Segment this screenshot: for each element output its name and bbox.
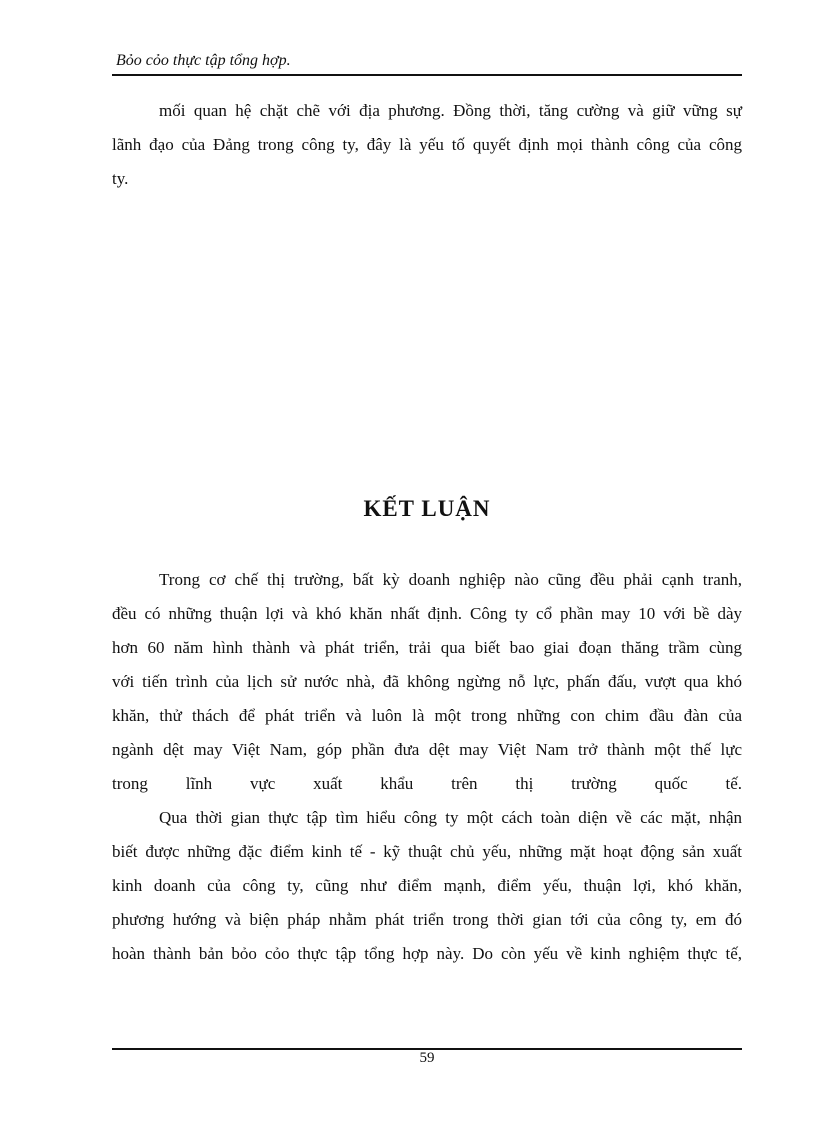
text-line: mối quan hệ chặt chẽ với địa phương. Đồng thời, tăng cường và giữ vững sự [159,101,742,120]
section-title: KẾT LUẬN [363,496,491,521]
text-line: ty. [112,169,129,188]
text-line: Trong cơ chế thị trường, bất kỳ doanh nghiệp nào cũng đều phải cạnh tranh, [159,570,742,589]
text-line: trong lĩnh vực xuất khẩu trên thị trường quốc tế. [112,774,742,793]
text-line: khăn, thử thách để phát triển và luôn là một trong những con chim đầu đàn của [112,706,742,725]
text-line: phương hướng và biện pháp nhằm phát triển trong thời gian tới của công ty, em đó [112,910,742,929]
text-line: với tiến trình của lịch sử nước nhà, đã không ngừng nỗ lực, phấn đấu, vượt qua khó [112,672,742,691]
text-line: ngành dệt may Việt Nam, góp phần đưa dệt may Việt Nam trở thành một thế lực [112,740,742,759]
text-line: hơn 60 năm hình thành và phát triển, trải qua biết bao giai đoạn thăng trầm cùng [112,638,742,657]
page-number: 59 [419,1050,435,1066]
text-line: hoàn thành bản bỏo cỏo thực tập tổng hợp này. Do còn yếu về kinh nghiệm thực tế, [112,944,742,963]
text-line: Qua thời gian thực tập tìm hiểu công ty một cách toàn diện về các mặt, nhận [159,808,742,827]
text-line: đều có những thuận lợi và khó khăn nhất định. Công ty cổ phần may 10 với bề dày [112,604,742,623]
text-line: biết được những đặc điểm kinh tế - kỹ thuật chủ yếu, những mặt hoạt động sản xuất [112,842,742,861]
intro-paragraph [112,94,742,196]
text-line: kinh doanh của công ty, cũng như điểm mạnh, điểm yếu, thuận lợi, khó khăn, [112,876,742,895]
text-line: lãnh đạo của Đảng trong công ty, đây là yếu tố quyết định mọi thành công của công [112,135,742,154]
header-rule [112,74,742,76]
conclusion-paragraph-1 [112,563,742,801]
running-header: Bỏo cỏo thực tập tổng hợp. [116,52,291,69]
conclusion-paragraph-2 [112,801,742,971]
